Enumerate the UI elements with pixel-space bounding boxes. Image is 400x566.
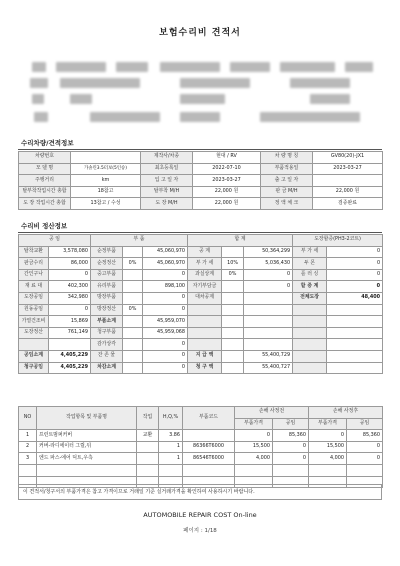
vehicle-field-label: 주행거리	[19, 175, 71, 187]
vehicle-field-value: km	[71, 175, 141, 187]
before-part-price-header: 부품가격	[235, 418, 273, 430]
settlement-value	[123, 339, 143, 351]
settlement-row	[19, 339, 383, 351]
hqty-value: 1	[159, 453, 183, 465]
settlement-value: 3,578,080	[49, 246, 91, 258]
settlement-label: 자기부담금	[188, 281, 222, 293]
settlement-label	[188, 316, 222, 328]
vehicle-field-value: 2022-07-10	[193, 163, 261, 175]
settlement-label: 순정정산	[91, 258, 123, 270]
work-type	[137, 453, 159, 465]
settlement-value	[244, 292, 293, 304]
settlement-value	[123, 292, 143, 304]
settlement-label: 순정부품	[91, 246, 123, 258]
hqty-header: H,Q,%	[159, 407, 183, 430]
paint-surcharge-header: 도장할증(PH3-2코트)	[293, 235, 383, 247]
settlement-value	[244, 327, 293, 339]
settlement-value	[222, 316, 244, 328]
settlement-value	[327, 327, 383, 339]
after-part-price: 4,000	[309, 453, 347, 465]
settlement-value: 50,364,299	[244, 246, 293, 258]
settlement-value: 0	[327, 258, 383, 270]
vehicle-field-label: 도 장 작업시간 총합	[19, 198, 71, 210]
settlement-row	[19, 327, 383, 339]
vehicle-field-value: 22,000 원	[193, 198, 261, 210]
vehicle-field-value	[71, 152, 141, 164]
vehicle-field-value: 2023-03-27	[313, 163, 383, 175]
settlement-value	[123, 246, 143, 258]
settlement-value	[123, 327, 143, 339]
empty-cell	[37, 464, 137, 476]
settlement-value: 0	[49, 304, 91, 316]
settlement-label: 지 급 액	[188, 350, 222, 362]
settlement-value	[222, 350, 244, 362]
settlement-value: 0	[143, 304, 188, 316]
before-labor: 0	[273, 453, 309, 465]
settlement-label	[293, 327, 327, 339]
settlement-row	[19, 350, 383, 362]
settlement-label: 감가상각	[91, 339, 123, 351]
parts-row	[19, 441, 383, 453]
empty-cell	[347, 464, 383, 476]
vehicle-field-value: 22,000 원	[193, 186, 261, 198]
after-part-price-header: 부품가격	[309, 418, 347, 430]
vehicle-field-value: 18참고	[71, 186, 141, 198]
settlement-label: 청 구 액	[188, 362, 222, 374]
vehicle-field-label: 도 장 M/H	[141, 198, 193, 210]
labor-header: 공 임	[19, 235, 91, 247]
settlement-label: 공임소계	[19, 350, 49, 362]
before-labor: 85,360	[273, 430, 309, 442]
vehicle-field-value: 검증완료	[313, 198, 383, 210]
settlement-value	[327, 304, 383, 316]
settlement-value: 0	[49, 269, 91, 281]
vehicle-field-label: 차량번호	[19, 152, 71, 164]
part-no: 3	[19, 453, 37, 465]
before-labor-header: 공임	[273, 418, 309, 430]
settlement-row	[19, 281, 383, 293]
settlement-label	[188, 339, 222, 351]
settlement-value: 0%	[123, 304, 143, 316]
empty-cell	[19, 464, 37, 476]
settlement-row	[19, 316, 383, 328]
vehicle-row	[19, 186, 383, 198]
settlement-value: 55,400,729	[244, 350, 293, 362]
settlement-value: 4,405,229	[49, 362, 91, 374]
settlement-label: 원동공임	[19, 304, 49, 316]
settlement-value: 898,100	[143, 281, 188, 293]
part-code-header: 부품코드	[183, 407, 235, 430]
settlement-value	[222, 339, 244, 351]
settlement-value: 0	[327, 246, 383, 258]
empty-cell	[273, 464, 309, 476]
vehicle-field-label: 입 고 일 자	[141, 175, 193, 187]
hqty-value: 1	[159, 441, 183, 453]
settlement-value: 10%	[222, 258, 244, 270]
settlement-header-row	[19, 235, 383, 247]
settlement-value: 0	[143, 292, 188, 304]
settlement-label	[293, 304, 327, 316]
vehicle-field-label: 탈부착작업시간 총합	[19, 186, 71, 198]
settlement-label: 두 몬	[293, 258, 327, 270]
vehicle-field-label: 모 델 명	[19, 163, 71, 175]
vehicle-field-value: 2023-03-27	[193, 175, 261, 187]
empty-cell	[235, 464, 273, 476]
settlement-value: 0	[143, 362, 188, 374]
settlement-value: 48,400	[327, 292, 383, 304]
settlement-label: 부 가 세	[188, 258, 222, 270]
vehicle-section-divider	[18, 149, 382, 150]
settlement-value: 0	[244, 281, 293, 293]
after-part-price: 15,500	[309, 441, 347, 453]
settlement-value	[222, 292, 244, 304]
redacted-header-info	[30, 62, 375, 134]
settlement-label	[293, 362, 327, 374]
parts-header-row	[19, 407, 383, 419]
parts-row	[19, 453, 383, 465]
settlement-value: 342,980	[49, 292, 91, 304]
settlement-value: 86,000	[49, 258, 91, 270]
settlement-value	[123, 281, 143, 293]
system-name: AUTOMOBILE REPAIR COST On-line	[143, 511, 257, 519]
after-labor-header: 공임	[347, 418, 383, 430]
vehicle-row	[19, 175, 383, 187]
settlement-value: 0%	[222, 269, 244, 281]
settlement-label	[188, 304, 222, 316]
settlement-row	[19, 246, 383, 258]
work-type: 교환	[137, 430, 159, 442]
empty-cell	[159, 464, 183, 476]
settlement-label: 방장부품	[91, 292, 123, 304]
settlement-section-title: 수리비 정산정보	[21, 222, 68, 230]
settlement-value: 15,869	[49, 316, 91, 328]
settlement-value: 0	[327, 281, 383, 293]
parts-empty-row	[19, 464, 383, 476]
settlement-value	[123, 269, 143, 281]
settlement-label: 할 증 계	[293, 281, 327, 293]
settlement-value	[123, 316, 143, 328]
settlement-value	[123, 350, 143, 362]
after-assessment-header: 손해 사정후	[309, 407, 383, 419]
settlement-value: 45,060,970	[143, 258, 188, 270]
settlement-label: 잔 존 물	[91, 350, 123, 362]
settlement-value	[222, 304, 244, 316]
settlement-label: 과실상계	[188, 269, 222, 281]
settlement-label: 가열건조비	[19, 316, 49, 328]
vehicle-field-value: 13참고 / 수성	[71, 198, 141, 210]
before-part-price: 4,000	[235, 453, 273, 465]
settlement-label: 부 가 세	[293, 246, 327, 258]
vehicle-row	[19, 163, 383, 175]
item-name-header: 작업항목 및 부품명	[37, 407, 137, 430]
total-header: 합 계	[188, 235, 293, 247]
part-name: 프런트범퍼커버	[37, 430, 137, 442]
settlement-table	[18, 234, 383, 374]
vehicle-field-label: 정 액 체 크	[261, 198, 313, 210]
part-code: 86546T6000	[183, 453, 235, 465]
settlement-row	[19, 258, 383, 270]
after-labor: 0	[347, 441, 383, 453]
work-header: 작업	[137, 407, 159, 430]
empty-cell	[183, 464, 235, 476]
settlement-value	[244, 304, 293, 316]
document-title: 보험수리비 견적서	[159, 28, 241, 38]
settlement-value	[222, 327, 244, 339]
vehicle-field-label: 차 량 명 칭	[261, 152, 313, 164]
settlement-value	[327, 316, 383, 328]
page-number: 페이지 : 1/18	[183, 528, 217, 534]
settlement-label: 탈착교환	[19, 246, 49, 258]
settlement-row	[19, 362, 383, 374]
before-part-price: 0	[235, 430, 273, 442]
parts-table	[18, 406, 383, 488]
after-part-price: 0	[309, 430, 347, 442]
settlement-value	[49, 339, 91, 351]
vehicle-field-value	[313, 175, 383, 187]
settlement-label: 도장정산	[19, 327, 49, 339]
vehicle-row	[19, 152, 383, 164]
settlement-value: 0	[327, 269, 383, 281]
after-labor: 0	[347, 453, 383, 465]
settlement-label: 간인구나	[19, 269, 49, 281]
settlement-value	[244, 339, 293, 351]
settlement-label	[293, 350, 327, 362]
part-code	[183, 430, 235, 442]
part-name: 엔드 파스-에어 덕트,우측	[37, 453, 137, 465]
vehicle-info-table	[18, 151, 383, 210]
settlement-label: 청구공임	[19, 362, 49, 374]
settlement-value: 0%	[123, 258, 143, 270]
vehicle-section-title: 수리차량/견적정보	[21, 139, 74, 147]
vehicle-field-value: GV80(20)-JX1	[313, 152, 383, 164]
settlement-value	[327, 339, 383, 351]
settlement-label: 전체도장	[293, 292, 327, 304]
settlement-value: 45,959,068	[143, 327, 188, 339]
no-header: NO	[19, 407, 37, 430]
settlement-label: 도장공임	[19, 292, 49, 304]
before-labor: 0	[273, 441, 309, 453]
vehicle-row	[19, 198, 383, 210]
settlement-label: 재 료 대	[19, 281, 49, 293]
part-name: 커버-라디에이터 그릴,뒤	[37, 441, 137, 453]
settlement-label	[188, 327, 222, 339]
settlement-value	[327, 350, 383, 362]
part-no: 1	[19, 430, 37, 442]
settlement-label: 대차공제	[188, 292, 222, 304]
vehicle-field-value: 가솔린3.5터보(5인승)	[71, 163, 141, 175]
settlement-value: 55,400,727	[244, 362, 293, 374]
settlement-label	[293, 316, 327, 328]
settlement-value	[123, 362, 143, 374]
settlement-value: 402,300	[49, 281, 91, 293]
settlement-label: 차감소계	[91, 362, 123, 374]
vehicle-field-label: 제작사/차종	[141, 152, 193, 164]
part-no: 2	[19, 441, 37, 453]
hqty-value: 3.86	[159, 430, 183, 442]
settlement-value: 0	[143, 350, 188, 362]
before-assessment-header: 손해 사정전	[235, 407, 309, 419]
settlement-label: 유리부품	[91, 281, 123, 293]
settlement-value	[222, 362, 244, 374]
parts-row	[19, 430, 383, 442]
settlement-value: 4,405,229	[49, 350, 91, 362]
settlement-value: 0	[143, 339, 188, 351]
settlement-label: 방장정산	[91, 304, 123, 316]
before-part-price: 15,500	[235, 441, 273, 453]
vehicle-field-label: 최초등록일	[141, 163, 193, 175]
vehicle-field-label: 출 고 일 자	[261, 175, 313, 187]
work-type	[137, 441, 159, 453]
settlement-value	[244, 316, 293, 328]
empty-cell	[137, 464, 159, 476]
parts-header: 부 품	[91, 235, 188, 247]
settlement-value: 45,959,070	[143, 316, 188, 328]
settlement-value: 45,060,970	[143, 246, 188, 258]
after-labor: 85,360	[347, 430, 383, 442]
settlement-section-divider	[18, 232, 382, 233]
settlement-value: 5,036,430	[244, 258, 293, 270]
settlement-label: 중고부품	[91, 269, 123, 281]
settlement-value	[327, 362, 383, 374]
settlement-value	[222, 281, 244, 293]
vehicle-field-value: 22,000 원	[313, 186, 383, 198]
vehicle-field-value: 현대 / RV	[193, 152, 261, 164]
settlement-label	[19, 339, 49, 351]
vehicle-field-label: 탈부착 M/H	[141, 186, 193, 198]
price-notice: 이 견적서/청구서의 부품가격은 참고 가격이므로 거래일 기준 실거래가격을 확인하여 사용하시기 바랍니다.	[18, 484, 382, 500]
part-code: 86366T6000	[183, 441, 235, 453]
settlement-value: 761,149	[49, 327, 91, 339]
settlement-value: 0	[244, 269, 293, 281]
settlement-label	[293, 339, 327, 351]
vehicle-field-label: 부품적용일	[261, 163, 313, 175]
settlement-label: 판금수리	[19, 258, 49, 270]
vehicle-field-label: 판 금 M/H	[261, 186, 313, 198]
settlement-value: 0	[143, 269, 188, 281]
settlement-row	[19, 304, 383, 316]
settlement-label: 공 계	[188, 246, 222, 258]
settlement-row	[19, 292, 383, 304]
settlement-value	[222, 246, 244, 258]
settlement-label: 플 러 싱	[293, 269, 327, 281]
settlement-row	[19, 269, 383, 281]
empty-cell	[309, 464, 347, 476]
settlement-label: 청구부품	[91, 327, 123, 339]
settlement-label: 부품소계	[91, 316, 123, 328]
